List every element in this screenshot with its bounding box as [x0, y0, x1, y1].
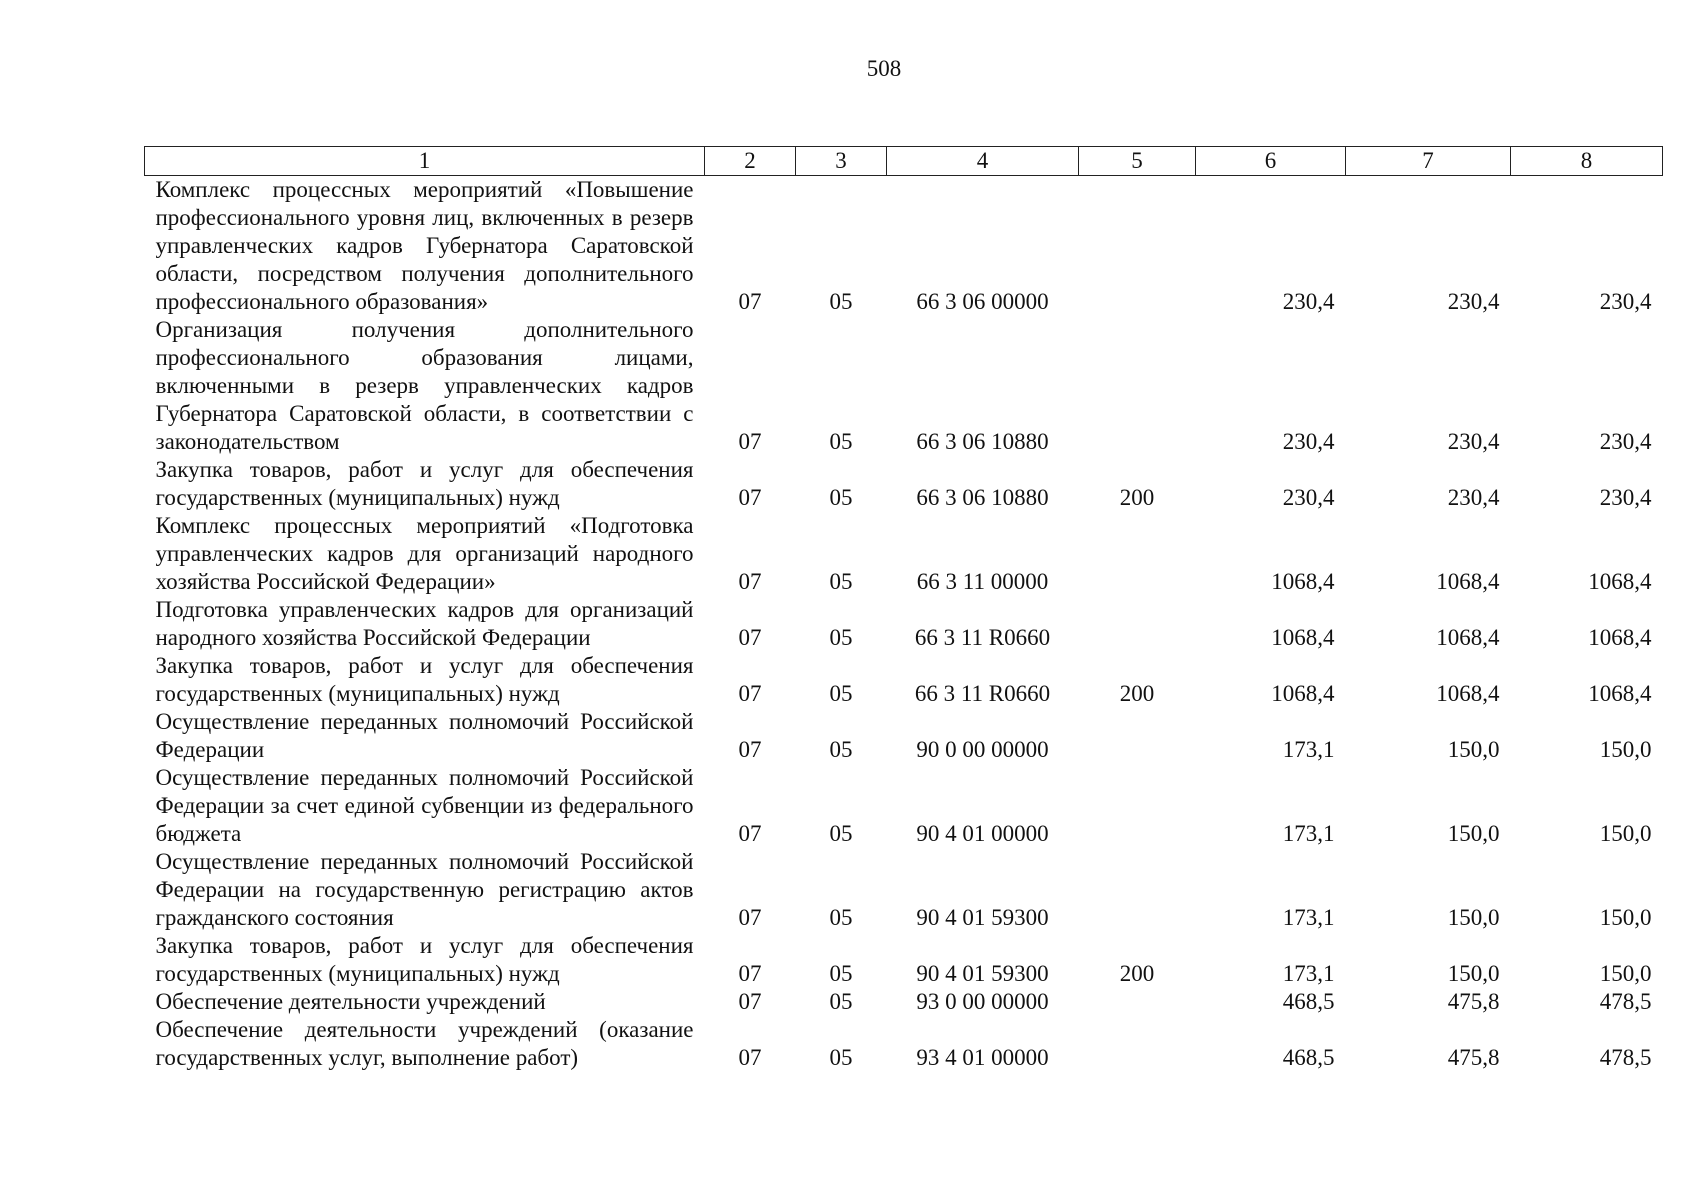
expense-type-cell [1079, 988, 1196, 1016]
amount-col7-cell: 150,0 [1447, 821, 1500, 846]
expense-type-cell: 200 [1119, 681, 1155, 706]
row-name-cell: Закупка товаров, работ и услуг для обеспечения государственных (муниципальных) нужд [155, 653, 694, 706]
row-name-cell: Закупка товаров, работ и услуг для обеспечения государственных (муниципальных) нужд [155, 457, 694, 510]
subsection-code-cell: 05 [829, 989, 853, 1014]
subsection-code-cell: 05 [829, 1045, 853, 1070]
amount-col7-cell: 230,4 [1447, 429, 1500, 454]
amount-col7-cell: 230,4 [1447, 289, 1500, 314]
amount-col6-cell: 173,1 [1282, 961, 1335, 986]
expense-type-cell [1079, 596, 1196, 652]
column-header-6: 6 [1196, 147, 1346, 176]
row-name-cell: Подготовка управленческих кадров для организаций народного хозяйства Российской Федерации [155, 597, 694, 650]
amount-col8-cell: 150,0 [1599, 737, 1652, 762]
section-code-cell: 07 [738, 569, 762, 594]
subsection-code-cell: 05 [829, 429, 853, 454]
amount-col8-cell: 150,0 [1599, 821, 1652, 846]
amount-col8-cell: 478,5 [1599, 989, 1652, 1014]
subsection-code-cell: 05 [829, 485, 853, 510]
row-name-cell: Осуществление переданных полномочий Российской Федерации за счет единой субвенции из федерального бюджета [155, 765, 694, 846]
table-body [145, 176, 1663, 1073]
subsection-code-cell: 05 [829, 821, 853, 846]
section-code-cell: 07 [738, 737, 762, 762]
amount-col6-cell: 230,4 [1282, 429, 1335, 454]
target-article-cell: 66 3 06 10880 [916, 485, 1049, 510]
subsection-code-cell: 05 [829, 961, 853, 986]
subsection-code-cell: 05 [829, 569, 853, 594]
table-row [145, 1016, 1663, 1072]
amount-col8-cell: 150,0 [1599, 961, 1652, 986]
amount-col8-cell: 230,4 [1599, 289, 1652, 314]
target-article-cell: 66 3 11 R0660 [914, 681, 1051, 706]
expense-type-cell [1079, 316, 1196, 456]
expense-type-cell [1079, 708, 1196, 764]
table-row [145, 848, 1663, 932]
amount-col8-cell: 230,4 [1599, 429, 1652, 454]
column-header-5: 5 [1079, 147, 1196, 176]
section-code-cell: 07 [738, 429, 762, 454]
table-row [145, 596, 1663, 652]
row-name-cell: Осуществление переданных полномочий Российской Федерации [155, 709, 694, 762]
expense-type-cell [1079, 1016, 1196, 1072]
amount-col7-cell: 1068,4 [1436, 569, 1500, 594]
amount-col7-cell: 475,8 [1447, 1045, 1500, 1070]
expense-type-cell [1079, 764, 1196, 848]
amount-col8-cell: 1068,4 [1588, 681, 1652, 706]
section-code-cell: 07 [738, 289, 762, 314]
subsection-code-cell: 05 [829, 625, 853, 650]
table-row [145, 456, 1663, 512]
target-article-cell: 90 4 01 59300 [916, 961, 1049, 986]
target-article-cell: 66 3 06 10880 [916, 429, 1049, 454]
amount-col7-cell: 1068,4 [1436, 681, 1500, 706]
amount-col6-cell: 1068,4 [1271, 681, 1335, 706]
amount-col8-cell: 1068,4 [1588, 625, 1652, 650]
amount-col6-cell: 1068,4 [1271, 625, 1335, 650]
column-header-8: 8 [1511, 147, 1663, 176]
target-article-cell: 90 4 01 00000 [916, 821, 1049, 846]
target-article-cell: 93 0 00 00000 [916, 989, 1049, 1014]
column-header-3: 3 [796, 147, 887, 176]
amount-col6-cell: 173,1 [1282, 905, 1335, 930]
table-row [145, 988, 1663, 1016]
section-code-cell: 07 [738, 905, 762, 930]
page-number: 508 [866, 56, 902, 81]
expense-type-cell [1079, 176, 1196, 317]
amount-col6-cell: 173,1 [1282, 737, 1335, 762]
section-code-cell: 07 [738, 625, 762, 650]
amount-col6-cell: 173,1 [1282, 821, 1335, 846]
table-row [145, 708, 1663, 764]
subsection-code-cell: 05 [829, 905, 853, 930]
expense-type-cell: 200 [1119, 961, 1155, 986]
expense-type-cell [1079, 848, 1196, 932]
target-article-cell: 66 3 06 00000 [916, 289, 1049, 314]
column-header-7: 7 [1346, 147, 1511, 176]
amount-col7-cell: 1068,4 [1436, 625, 1500, 650]
table-row [145, 316, 1663, 456]
amount-col7-cell: 150,0 [1447, 961, 1500, 986]
expense-type-cell: 200 [1119, 485, 1155, 510]
amount-col7-cell: 230,4 [1447, 485, 1500, 510]
row-name-cell: Организация получения дополнительного профессионального образования лицами, включенными в резерв управленческих кадров Губернатора Саратовской области, в соответствии с законодательством [155, 317, 694, 454]
table-row [145, 176, 1663, 317]
row-name-cell: Обеспечение деятельности учреждений (оказание государственных услуг, выполнение работ) [155, 1017, 694, 1070]
amount-col7-cell: 150,0 [1447, 737, 1500, 762]
amount-col6-cell: 1068,4 [1271, 569, 1335, 594]
table-row [145, 652, 1663, 708]
amount-col8-cell: 230,4 [1599, 485, 1652, 510]
amount-col6-cell: 468,5 [1282, 989, 1335, 1014]
row-name-cell: Комплекс процессных мероприятий «Подготовка управленческих кадров для организаций народного хозяйства Российской Федерации» [155, 513, 694, 594]
table-row [145, 764, 1663, 848]
target-article-cell: 66 3 11 R0660 [914, 625, 1051, 650]
target-article-cell: 90 0 00 00000 [916, 737, 1049, 762]
row-name-cell: Комплекс процессных мероприятий «Повышение профессионального уровня лиц, включенных в резерв управленческих кадров Губернатора Саратовской области, посредством получения дополнительного профессионального образования» [155, 177, 694, 314]
budget-table [144, 146, 1663, 1072]
amount-col6-cell: 468,5 [1282, 1045, 1335, 1070]
subsection-code-cell: 05 [829, 737, 853, 762]
section-code-cell: 07 [738, 989, 762, 1014]
target-article-cell: 66 3 11 00000 [916, 569, 1049, 594]
expense-type-cell [1079, 512, 1196, 596]
amount-col6-cell: 230,4 [1282, 289, 1335, 314]
section-code-cell: 07 [738, 681, 762, 706]
column-header-1: 1 [145, 147, 705, 176]
subsection-code-cell: 05 [829, 289, 853, 314]
section-code-cell: 07 [738, 961, 762, 986]
row-name-cell: Закупка товаров, работ и услуг для обеспечения государственных (муниципальных) нужд [155, 933, 694, 986]
table-row [145, 512, 1663, 596]
target-article-cell: 90 4 01 59300 [916, 905, 1049, 930]
amount-col8-cell: 150,0 [1599, 905, 1652, 930]
amount-col6-cell: 230,4 [1282, 485, 1335, 510]
subsection-code-cell: 05 [829, 681, 853, 706]
column-header-4: 4 [887, 147, 1079, 176]
amount-col8-cell: 1068,4 [1588, 569, 1652, 594]
row-name-cell: Обеспечение деятельности учреждений [155, 989, 546, 1014]
section-code-cell: 07 [738, 1045, 762, 1070]
row-name-cell: Осуществление переданных полномочий Российской Федерации на государственную регистрацию актов гражданского состояния [155, 849, 694, 930]
section-code-cell: 07 [738, 485, 762, 510]
target-article-cell: 93 4 01 00000 [916, 1045, 1049, 1070]
amount-col8-cell: 478,5 [1599, 1045, 1652, 1070]
section-code-cell: 07 [738, 821, 762, 846]
amount-col7-cell: 150,0 [1447, 905, 1500, 930]
column-number-header-row [145, 147, 1663, 176]
amount-col7-cell: 475,8 [1447, 989, 1500, 1014]
column-header-2: 2 [705, 147, 796, 176]
table-row [145, 932, 1663, 988]
